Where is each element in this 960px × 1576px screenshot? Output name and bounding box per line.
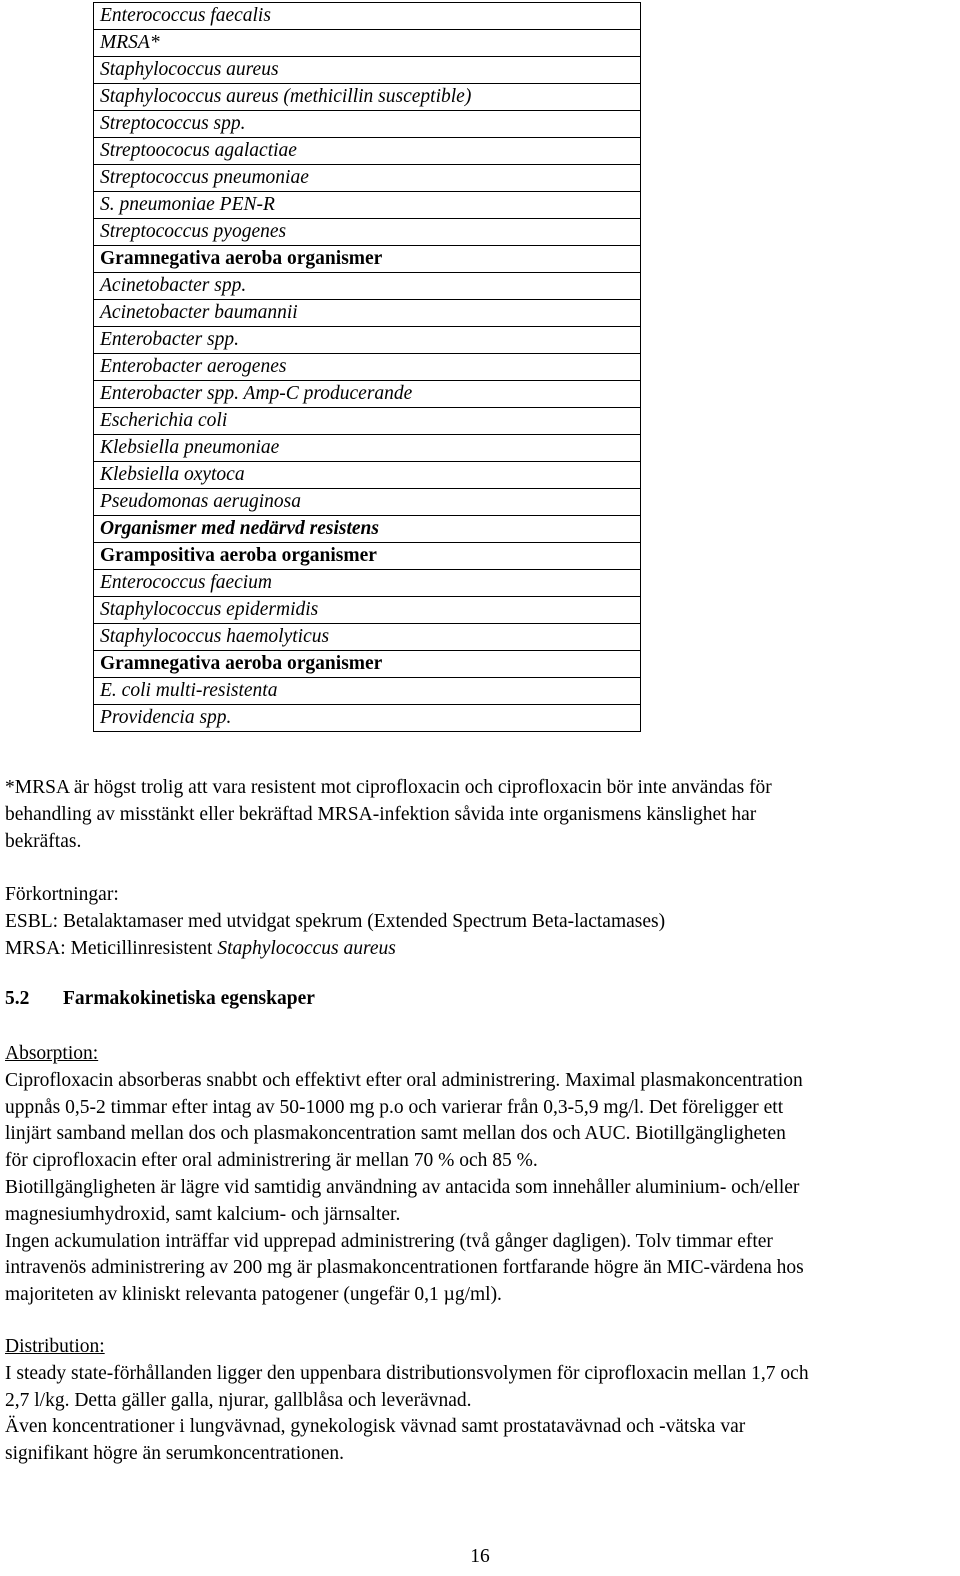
organism-cell: Gramnegativa aeroba organismer: [94, 246, 641, 273]
table-row: [94, 516, 641, 543]
section-heading: [5, 988, 315, 1010]
table-row: [94, 381, 641, 408]
absorption-line: uppnås 0,5-2 timmar efter intag av 50-1000 mg p.o och varierar från 0,3-5,9 mg/l. Det föreligger ett: [5, 1096, 784, 1118]
section-number: 5.2: [5, 988, 30, 1009]
organism-cell: Staphylococcus aureus: [94, 57, 641, 84]
organism-cell: Staphylococcus haemolyticus: [94, 624, 641, 651]
table-row: [94, 354, 641, 381]
organism-cell: Streptococcus spp.: [94, 111, 641, 138]
section-title: Farmakokinetiska egenskaper: [63, 988, 315, 1009]
mrsa-footnote: [5, 775, 955, 855]
abbreviation-esbl: ESBL: Betalaktamaser med utvidgat spekrum (Extended Spectrum Beta-lactamases): [5, 910, 666, 932]
abbreviations-block: [5, 882, 955, 962]
organism-cell: S. pneumoniae PEN-R: [94, 192, 641, 219]
table-row: [94, 435, 641, 462]
table-row: [94, 84, 641, 111]
organism-cell: Enterococcus faecalis: [94, 3, 641, 30]
footnote-line: behandling av misstänkt eller bekräftad MRSA-infektion såvida inte organismens känslighet har: [5, 803, 757, 825]
distribution-line: I steady state-förhållanden ligger den uppenbara distributionsvolymen för ciprofloxacin mellan 1,7 och: [5, 1362, 809, 1384]
distribution-line: signifikant högre än serumkoncentrationen.: [5, 1443, 344, 1465]
table-row: [94, 408, 641, 435]
abbreviation-mrsa-organism: Staphylococcus aureus: [217, 937, 396, 959]
organism-table: [93, 2, 641, 732]
abbreviation-mrsa: [5, 936, 955, 963]
organism-cell: Enterobacter spp.: [94, 327, 641, 354]
table-row: [94, 327, 641, 354]
organism-cell: Enterobacter aerogenes: [94, 354, 641, 381]
page-number: 16: [470, 1546, 490, 1567]
organism-cell: Gramnegativa aeroba organismer: [94, 651, 641, 678]
absorption-line: Ingen ackumulation inträffar vid upprepad administrering (två gånger dagligen). Tolv timmar efter: [5, 1230, 773, 1252]
distribution-block: [5, 1334, 955, 1468]
table-row: [94, 192, 641, 219]
table-row: [94, 543, 641, 570]
table-row: [94, 273, 641, 300]
footnote-line: *MRSA är högst trolig att vara resistent mot ciprofloxacin och ciprofloxacin bör inte användas för: [5, 777, 772, 798]
table-row: [94, 219, 641, 246]
footnote-line: bekräftas.: [5, 830, 82, 852]
organism-cell: Staphylococcus aureus (methicillin susceptible): [94, 84, 641, 111]
organism-table-body: [94, 3, 641, 732]
table-row: [94, 30, 641, 57]
table-row: [94, 3, 641, 30]
distribution-title: Distribution:: [5, 1336, 105, 1357]
abbreviations-title: Förkortningar:: [5, 884, 119, 905]
table-row: [94, 489, 641, 516]
absorption-line: Biotillgängligheten är lägre vid samtidig användning av antacida som innehåller aluminium- och/eller: [5, 1176, 800, 1198]
distribution-line: Även koncentrationer i lungvävnad, gynekologisk vävnad samt prostatavävnad och -vätska var: [5, 1416, 746, 1438]
organism-cell: Staphylococcus epidermidis: [94, 597, 641, 624]
absorption-block: [5, 1041, 955, 1309]
table-row: [94, 705, 641, 732]
organism-cell: Klebsiella pneumoniae: [94, 435, 641, 462]
absorption-line: för ciprofloxacin efter oral administrering är mellan 70 % och 85 %.: [5, 1150, 538, 1172]
organism-cell: Acinetobacter baumannii: [94, 300, 641, 327]
organism-cell: Streptococcus pneumoniae: [94, 165, 641, 192]
table-row: [94, 462, 641, 489]
organism-cell: MRSA*: [94, 30, 641, 57]
distribution-line: 2,7 l/kg. Detta gäller galla, njurar, gallblåsa och leverävnad.: [5, 1389, 472, 1411]
absorption-line: majoriteten av kliniskt relevanta patogener (ungefär 0,1 µg/ml).: [5, 1284, 502, 1306]
organism-cell: Organismer med nedärvd resistens: [94, 516, 641, 543]
table-row: [94, 246, 641, 273]
organism-cell: E. coli multi-resistenta: [94, 678, 641, 705]
organism-cell: Acinetobacter spp.: [94, 273, 641, 300]
table-row: [94, 678, 641, 705]
absorption-line: magnesiumhydroxid, samt kalcium- och järnsalter.: [5, 1203, 401, 1225]
table-row: [94, 300, 641, 327]
absorption-line: intravenös administrering av 200 mg är plasmakoncentrationen fortfarande högre än MIC-värdena hos: [5, 1257, 804, 1279]
organism-cell: Enterobacter spp. Amp-C producerande: [94, 381, 641, 408]
organism-cell: Streptococcus pyogenes: [94, 219, 641, 246]
absorption-title: Absorption:: [5, 1043, 99, 1064]
organism-cell: Providencia spp.: [94, 705, 641, 732]
organism-cell: Enterococcus faecium: [94, 570, 641, 597]
table-row: [94, 165, 641, 192]
abbreviation-mrsa-prefix: MRSA: Meticillinresistent: [5, 937, 218, 959]
table-row: [94, 597, 641, 624]
organism-cell: Streptoococus agalactiae: [94, 138, 641, 165]
table-row: [94, 624, 641, 651]
table-row: [94, 138, 641, 165]
organism-cell: Escherichia coli: [94, 408, 641, 435]
organism-cell: Klebsiella oxytoca: [94, 462, 641, 489]
table-row: [94, 111, 641, 138]
absorption-line: Ciprofloxacin absorberas snabbt och effektivt efter oral administrering. Maximal plasmakoncentration: [5, 1069, 803, 1091]
organism-cell: Grampositiva aeroba organismer: [94, 543, 641, 570]
organism-cell: Pseudomonas aeruginosa: [94, 489, 641, 516]
table-row: [94, 651, 641, 678]
table-row: [94, 570, 641, 597]
table-row: [94, 57, 641, 84]
absorption-line: linjärt samband mellan dos och plasmakoncentration samt mellan dos och AUC. Biotillgängligheten: [5, 1123, 786, 1145]
